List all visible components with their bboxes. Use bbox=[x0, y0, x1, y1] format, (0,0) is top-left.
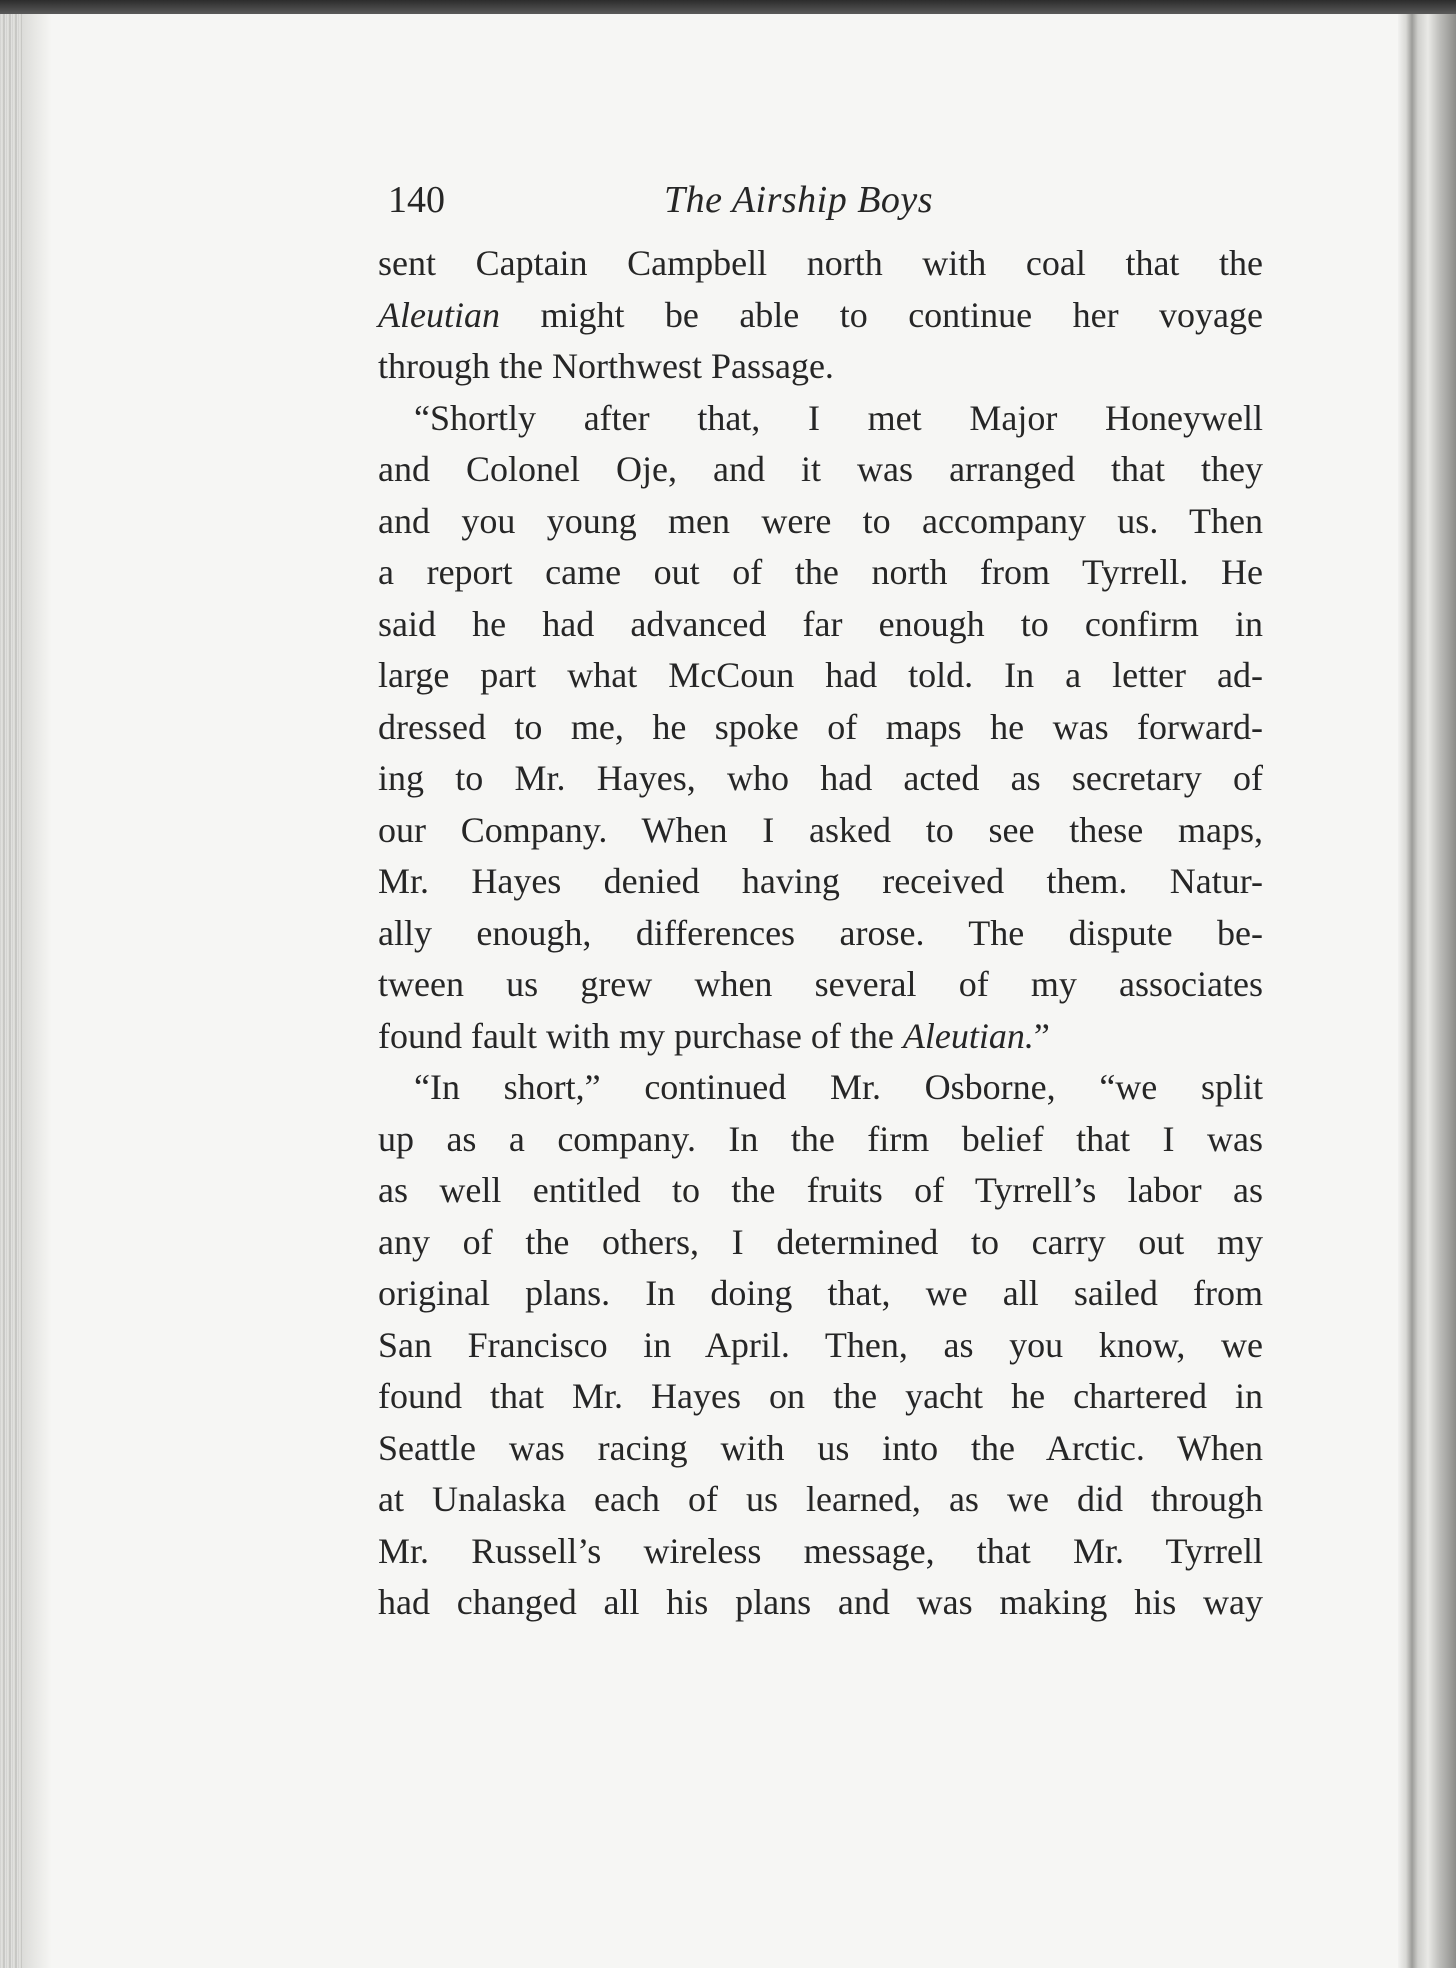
text-line: said he had advanced far enough to confirm in bbox=[378, 603, 1263, 644]
ship-name: Aleutian bbox=[378, 294, 500, 335]
text-line: ally enough, differences arose. The dispute be- bbox=[378, 912, 1263, 953]
page-number: 140 bbox=[388, 179, 445, 221]
text-line: through the Northwest Passage. bbox=[378, 346, 834, 386]
text-line: ing to Mr. Hayes, who had acted as secretary of bbox=[378, 758, 1263, 798]
scanner-top-shadow bbox=[0, 0, 1456, 14]
text-line: as well entitled to the fruits of Tyrrell’s labor as bbox=[378, 1170, 1263, 1210]
running-title: The Airship Boys bbox=[664, 179, 934, 221]
text-line: original plans. In doing that, we all sailed from bbox=[378, 1273, 1263, 1313]
text-line: large part what McCoun had told. In a letter ad- bbox=[378, 655, 1263, 695]
text-line: up as a company. In the firm belief that I was bbox=[378, 1118, 1263, 1159]
text-line: found fault with my purchase of the Aleutian.” bbox=[378, 1015, 1050, 1056]
book-right-page-edges bbox=[1398, 14, 1456, 1968]
text-line: and you young men were to accompany us. Then bbox=[378, 500, 1263, 541]
text-line: San Francisco in April. Then, as you know, we bbox=[378, 1324, 1263, 1365]
text-line: had changed all his plans and was making his way bbox=[378, 1582, 1263, 1622]
running-head bbox=[378, 170, 1268, 230]
text-line: Seattle was racing with us into the Arctic. When bbox=[378, 1427, 1263, 1468]
text-line: at Unalaska each of us learned, as we did through bbox=[378, 1479, 1263, 1519]
text-line: tween us grew when several of my associates bbox=[378, 964, 1263, 1004]
gutter-shadow bbox=[22, 14, 52, 1968]
text-line: a report came out of the north from Tyrrell. He bbox=[378, 552, 1263, 592]
body-text bbox=[378, 238, 1263, 1629]
text-line: any of the others, I determined to carry out my bbox=[378, 1221, 1263, 1262]
page-content bbox=[378, 170, 1268, 1629]
text-line: sent Captain Campbell north with coal that the bbox=[378, 243, 1263, 283]
text-line: and Colonel Oje, and it was arranged that they bbox=[378, 449, 1263, 489]
text-line: our Company. When I asked to see these maps, bbox=[378, 809, 1263, 850]
ship-name: Aleutian. bbox=[902, 1015, 1034, 1056]
text-line: dressed to me, he spoke of maps he was forward- bbox=[378, 706, 1263, 747]
text-line: “Shortly after that, I met Major Honeywell bbox=[414, 397, 1263, 438]
text-line: found that Mr. Hayes on the yacht he chartered in bbox=[378, 1376, 1263, 1416]
book-left-page-edges bbox=[0, 14, 22, 1968]
text-line: Mr. Hayes denied having received them. Natur- bbox=[378, 861, 1263, 901]
text-line: Mr. Russell’s wireless message, that Mr. Tyrrell bbox=[378, 1530, 1263, 1571]
text-line: Aleutian might be able to continue her voyage bbox=[378, 294, 1263, 335]
text-line: “In short,” continued Mr. Osborne, “we split bbox=[414, 1067, 1263, 1107]
